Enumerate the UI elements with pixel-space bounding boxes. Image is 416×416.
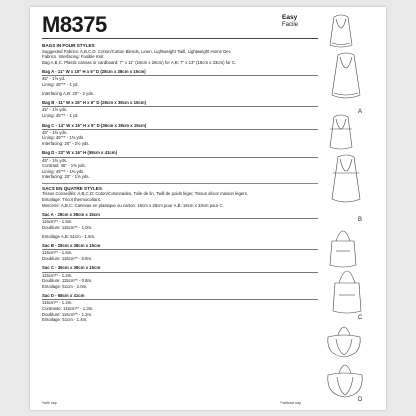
sac-d-doublure: Doublure: 115cm** - 1.2m. (42, 311, 93, 317)
pattern-code: M8375 (42, 12, 107, 37)
interfacing-text: Fabrics. Interfacing: Fusible Knit. (42, 54, 105, 60)
sac-d-fabric: 115cm** - 1.2m. (42, 300, 73, 306)
yardage-chart (42, 41, 318, 406)
bag-d-front-illustration (324, 325, 364, 359)
bag-c-fabric: 45" - 1⅜ yds. (42, 129, 68, 135)
footnote-with-nap: *with nap (42, 401, 57, 405)
bag-d-contrast: Contrast: 45" - 1⅜ yds. (42, 163, 86, 169)
mesh-text: Bag A,B,C: Plastic canvas or cardboard: 7" x 11" (18cm x 28cm) for A,B; 7" x 13" (18cm x 33cm) for C. (42, 59, 237, 65)
french-title: SACS EN QUATRE STYLES (42, 185, 102, 191)
bag-a-heading: Bag A - 11" W x 15" H x 6" D (28cm x 38cm x 15cm) (42, 69, 318, 76)
english-title: BAGS IN FOUR STYLES (42, 43, 95, 48)
bag-d-lining: Lining: 45"** - 1⅜ yds. (42, 168, 85, 174)
sac-b-doublure: Doublure: 115cm** - 0.8m. (42, 255, 93, 261)
view-label-d: D (358, 397, 363, 403)
sac-c-entoilage: Entoilage: 51cm - 2.0m. (42, 283, 88, 289)
view-label-c: C (358, 315, 363, 321)
interfacing-ab: Interfacing A,B: 20" - 2 yds. (42, 90, 94, 96)
section-divider (42, 183, 318, 184)
footnote-without-nap: **without nap (280, 401, 302, 405)
sac-a-fabric: 115cm** - 1.5m. (42, 219, 73, 225)
sac-b-heading: Sac B - 28cm x 38cm x 15cm (42, 243, 318, 250)
view-illustrations (320, 7, 386, 410)
bag-a-fabric: 45" - 1⅝ yd. (42, 76, 66, 82)
sac-b-fabric: 115cm** - 1.5m. (42, 250, 73, 256)
fabrics-text: Suggested Fabrics: A,B,C,D: Cotton/Cotton Blends, Linen, Lightweight Twill, Lightweight Home Dec (42, 48, 231, 54)
sac-a-heading: Sac A - 28cm x 38cm x 15cm (42, 212, 318, 219)
sac-c-doublure: Doublure: 115cm** - 0.8m. (42, 278, 93, 284)
bag-d-back-illustration (324, 363, 366, 399)
bag-b-heading: Bag B - 11" W x 15" H x 6" D (28cm x 38cm x 15cm) (42, 100, 318, 107)
sac-d-entoilage: Entoilage: 51cm - 1.4m. (42, 317, 88, 323)
bag-c-heading: Bag C - 14" W x 15" H x 6" D (36cm x 38cm x 15cm) (42, 123, 318, 130)
sac-d-heading: Sac D - 58cm x 41cm (42, 293, 318, 300)
mercerie-text: Mercerie: A,B,C: Canevas en plastique ou carton: 18cm x 28cm pour A,B; 18cm x 33cm pour C. (42, 202, 224, 208)
bag-b-back-illustration (326, 155, 366, 205)
entoilage-text: Entoilage: Tricot thermocollant. (42, 197, 101, 203)
bag-a-front-illustration (324, 15, 358, 49)
sac-c-fabric: 115cm** - 1.2m. (42, 272, 73, 278)
bag-b-lining: Lining: 45"** - 1 yd. (42, 112, 79, 118)
pattern-sheet (30, 7, 386, 410)
sac-c-heading: Sac C - 36cm x 38cm x 15cm (42, 265, 318, 272)
sac-a-doublure: Doublure: 115cm** - 1.0m. (42, 224, 93, 230)
bag-a-back-illustration (326, 53, 366, 101)
difficulty (282, 14, 298, 29)
bag-d-interfacing: Interfacing: 20" - 1⅝ yds. (42, 174, 90, 180)
difficulty-fr: Facile (282, 22, 299, 28)
sac-d-contraste: Contraste: 115cm** - 1.3m. (42, 305, 94, 311)
bag-d-heading: Bag D - 23" W x 16" H (58cm x 41cm) (42, 150, 318, 157)
bag-c-lining: Lining: 45"** - 1⅜ yds. (42, 135, 85, 141)
difficulty-en: Easy (282, 14, 298, 21)
tissus-text: Tissus Conseillés: A,B,C,D: Coton/Cotonnades, Toile de lin, Twill de poids léger, Tissus décor maison légers. (42, 191, 249, 197)
entoilage-ab: Entoilage A,B: 51cm - 1.8m. (42, 233, 96, 239)
bag-b-front-illustration (324, 115, 358, 151)
bag-c-front-illustration (328, 229, 358, 269)
bag-a-lining: Lining: 45"** - 1 yd. (42, 82, 79, 88)
bag-d-fabric: 45" - 1⅜ yds. (42, 157, 68, 163)
view-label-a: A (358, 109, 363, 115)
bag-b-fabric: 45" - 1⅝ yds. (42, 107, 68, 113)
bag-c-interfacing: Interfacing: 20" - 2½ yds. (42, 140, 90, 146)
view-label-b: B (358, 217, 363, 223)
header-divider (42, 38, 318, 39)
bag-c-back-illustration (330, 269, 364, 315)
